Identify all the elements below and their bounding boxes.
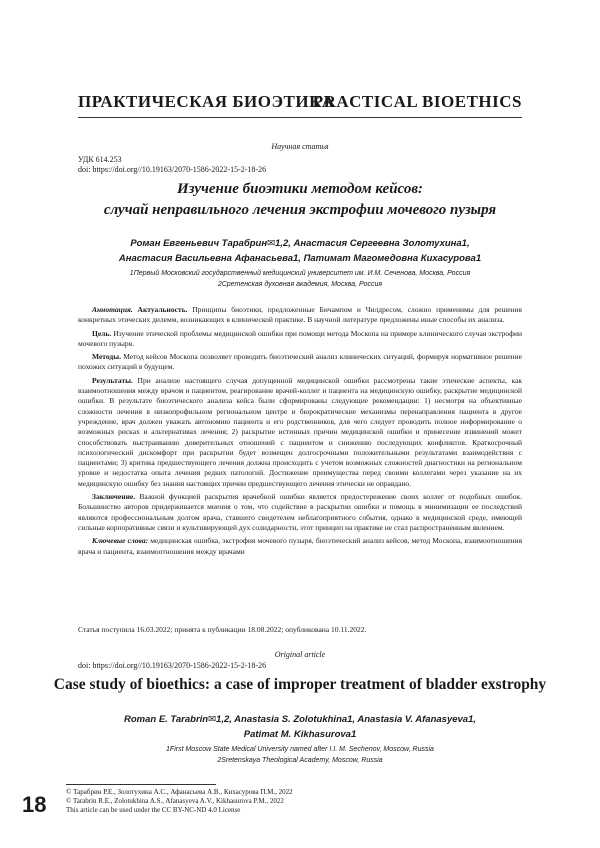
affiliations-en — [60, 744, 540, 766]
copyright-ru: © Тарабрин Р.Е., Золотухина А.С., Афанасьева А.В., Кихасурова П.М., 2022 — [66, 788, 293, 796]
abstract-results: Результаты. При анализе настоящего случая допущенной медицинской ошибки рассмотрены такие этические аспекты, как взаимоотношения между врачом и пациентом, реагирование врачей-коллег и пациента на медицинскую ошибку, раскрытие медицинской ошибки. В результате биоэтического анализа кейса были сформированы следующие рекомендации: 1) несмотря на объективные сложности лечения в низкопрофильном региональном центре и бюрократические механизмы перенаправления пациента в другое учреждение, врач должен уважать автономию пациента и его родственников, для чего следует проводить полное информирование о возможных рисках и альтернативах лечения; 2) раскрытие истинных причин медицинской ошибки и принесение извинений может способствовать выстраиванию доверительных отношений с пациентом и снижению последующих конфликтов. Краткосрочный психологический дискомфорт при раскрытии будет возмещен долгосрочными положительными результатами взаимодействия с пациентами; 3) критика предшествующего лечения должна происходить с учетом возможных сложностей диагностики на региональном уровне и недостатка опыта лечения редких патологий. Достижение преимущества перед своими коллегами через указание на их медицинскую ошибку без знания настоящих причин предшествующего лечения этически не оправдано. — [78, 375, 522, 488]
article-title-en: Case study of bioethics: a case of improper treatment of bladder exstrophy — [53, 676, 547, 693]
header-divider — [78, 117, 522, 118]
authors-ru — [60, 236, 540, 266]
authors-ru-line1: Роман Евгеньевич Тарабрин✉1,2, Анастасия Сергеевна Золотухина1, — [130, 238, 470, 249]
abstract-relevance: Аннотация. Актуальность. Принципы биоэтики, предложенные Бичампом и Чилдресом, сложно применимы для решения конкретных этических дилемм, возникающих в клинической практике. В научной литературе предложены иные способы их анализа. — [78, 305, 523, 325]
footer-divider — [66, 784, 216, 785]
page-number: 18 — [22, 792, 47, 817]
publication-dates: Статья поступила 16.03.2022; принята к публикации 18.08.2022; опубликована 10.11.2022. — [78, 625, 367, 634]
authors-en-line1: Roman E. Tarabrin✉1,2, Anastasia S. Zolotukhina1, Anastasia V. Afanasyeva1, — [123, 714, 477, 725]
authors-en-line2: Patimat M. Kikhasurova1 — [243, 729, 357, 740]
running-head — [78, 92, 522, 114]
abstract-methods: Методы. Метод кейсов Москопа позволяет проводить биоэтический анализ клинических ситуаций, формируя нормативное решение похожих ситуаций в будущем. — [78, 352, 522, 372]
copyright-en: © Tarabrin R.E., Zolotukhina A.S., Afanasyeva A.V., Kikhasurova P.M., 2022 — [66, 797, 284, 805]
article-title-ru — [60, 179, 540, 221]
affiliation-en-2: 2Sretenskaya Theological Academy, Moscow, Russia — [217, 757, 383, 764]
affiliation-en-1: 1First Moscow State Medical University named after I.I. M. Sechenov, Moscow, Russia — [166, 746, 434, 753]
abstract-aim: Цель. Изучение этической проблемы медицинской ошибки при помощи метода Москопа на примере клинического случая экстрофии мочевого пузыря. — [78, 328, 522, 348]
article-title-ru-line1: Изучение биоэтики методом кейсов: — [176, 181, 424, 197]
abstract-conclusion: Заключение. Важной функцией раскрытия врачебной ошибки является предостережение своих коллег от подобных ошибок. Большинство авторов придерживается мнения о том, что содействие в раскрытии ошибки и помощь в минимизации ее последствий являются профессиональным долгом врача, ставшего свидетелем неблагоприятного события, однако в медицинской среде, имеющей сильные корпоративные связи и культивирующей дух солидарности, этот принцип на практике не стал распространенным явлением. — [78, 492, 523, 532]
license-note: This article can be used under the CC BY-NC-ND 4.0 License — [66, 806, 241, 814]
authors-ru-line2: Анастасия Васильевна Афанасьева1, Патимат Магомедовна Кихасурова1 — [118, 253, 482, 264]
keywords: Ключевые слова: медицинская ошибка, экстрофия мочевого пузыря, биоэтический анализ кейсов, метод Москопа, взаимоотношения врача и пациента, взаимоотношения между врачами — [78, 536, 523, 556]
authors-en — [60, 712, 540, 742]
article-title-ru-line2: случай неправильного лечения экстрофии мочевого пузыря — [103, 202, 497, 218]
udk-code: УДК 614.253 — [78, 155, 122, 164]
abstract-ru — [78, 305, 522, 560]
affiliations-ru — [60, 268, 540, 290]
affiliation-ru-2: 2Сретенская духовная академия, Москва, Россия — [217, 281, 383, 288]
journal-title-ru: ПРАКТИЧЕСКАЯ БИОЭТИКА — [78, 92, 335, 111]
article-type-ru: Научная статья — [271, 142, 329, 151]
affiliation-ru-1: 1Первый Московский государственный медицинский университет им. И.М. Сеченова, Москва, Россия — [129, 270, 471, 277]
journal-title-en: PRACTICAL BIOETHICS — [312, 92, 522, 111]
doi-en: doi: https://doi.org//10.19163/2070-1586-2022-15-2-18-26 — [78, 661, 267, 670]
article-type-en: Original article — [274, 650, 326, 659]
doi-ru: doi: https://doi.org//10.19163/2070-1586-2022-15-2-18-26 — [78, 165, 267, 174]
